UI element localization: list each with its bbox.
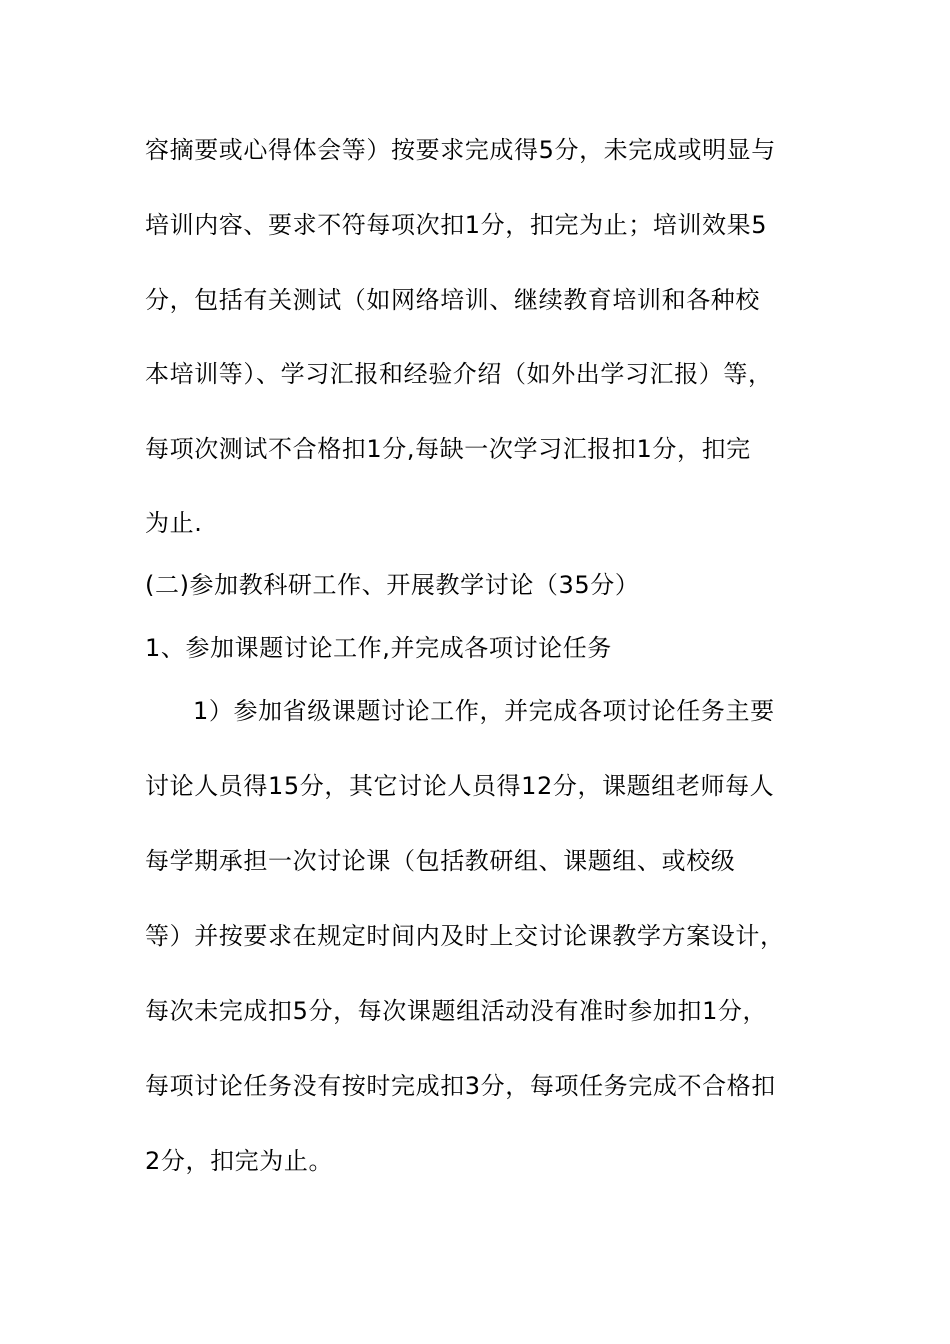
section-heading: (二)参加教科研工作、开展教学讨论（35分） bbox=[145, 571, 640, 599]
paragraph-line: 分，包括有关测试（如网络培训、继续教育培训和各种校 bbox=[145, 286, 760, 314]
subsection-heading: 1、参加课题讨论工作,并完成各项讨论任务 bbox=[145, 634, 612, 662]
paragraph-line: 容摘要或心得体会等）按要求完成得5分，未完成或明显与 bbox=[145, 136, 776, 164]
paragraph-line: 本培训等）、学习汇报和经验介绍（如外出学习汇报）等， bbox=[145, 360, 773, 388]
paragraph-line: 培训内容、要求不符每项次扣1分，扣完为止；培训效果5 bbox=[145, 211, 768, 239]
paragraph-line: 每学期承担一次讨论课（包括教研组、课题组、或校级 bbox=[145, 847, 736, 875]
paragraph-line: 等）并按要求在规定时间内及时上交讨论课教学方案设计， bbox=[145, 922, 785, 950]
paragraph-line: 每次未完成扣5分，每次课题组活动没有准时参加扣1分， bbox=[145, 997, 768, 1025]
paragraph-line: 每项次测试不合格扣1分,每缺一次学习汇报扣1分，扣完 bbox=[145, 435, 751, 463]
paragraph-line: 每项讨论任务没有按时完成扣3分，每项任务完成不合格扣 bbox=[145, 1072, 776, 1100]
paragraph-line: 1）参加省级课题讨论工作，并完成各项讨论任务主要 bbox=[193, 697, 775, 725]
paragraph-line: 为止. bbox=[145, 509, 203, 537]
paragraph-line: 2分，扣完为止。 bbox=[145, 1147, 334, 1175]
paragraph-line: 讨论人员得15分，其它讨论人员得12分，课题组老师每人 bbox=[145, 772, 775, 800]
